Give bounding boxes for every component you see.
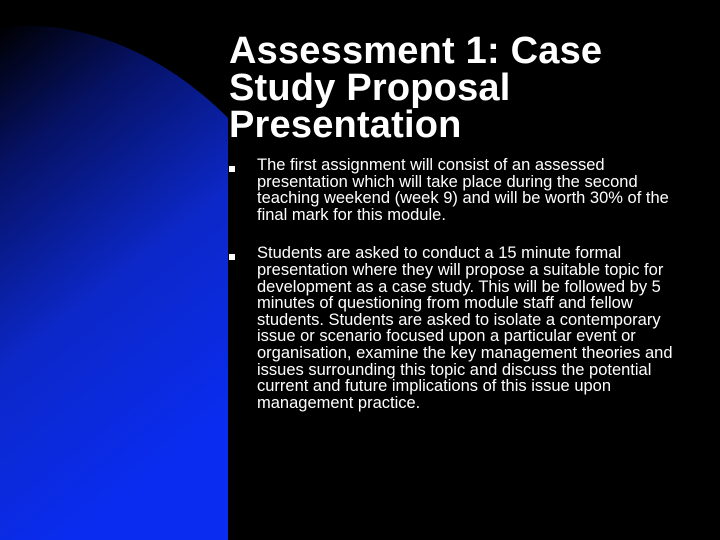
bullet-item: [229, 157, 694, 223]
bullet-item: [229, 245, 694, 411]
bullet-list: [229, 157, 694, 433]
bullet-text: The first assignment will consist of an assessed presentation which will take place during the second teaching weekend (week 9) and will be worth 30% of the final mark for this module.: [257, 156, 669, 224]
slide-title: Assessment 1: Case Study Proposal Presentation: [229, 30, 603, 146]
square-bullet-icon: [229, 166, 235, 172]
square-bullet-icon: [229, 254, 235, 260]
bullet-text: Students are asked to conduct a 15 minute formal presentation where they will propose a suitable topic for development as a case study. This will be followed by 5 minutes of questioning from module staff and fellow students. Students are asked to isolate a contemporary issue or scenario focused upon a particular event or organisation, examine the key management theories and issues surrounding this topic and discuss the potential current and future implications of this issue upon management practice.: [257, 244, 673, 412]
